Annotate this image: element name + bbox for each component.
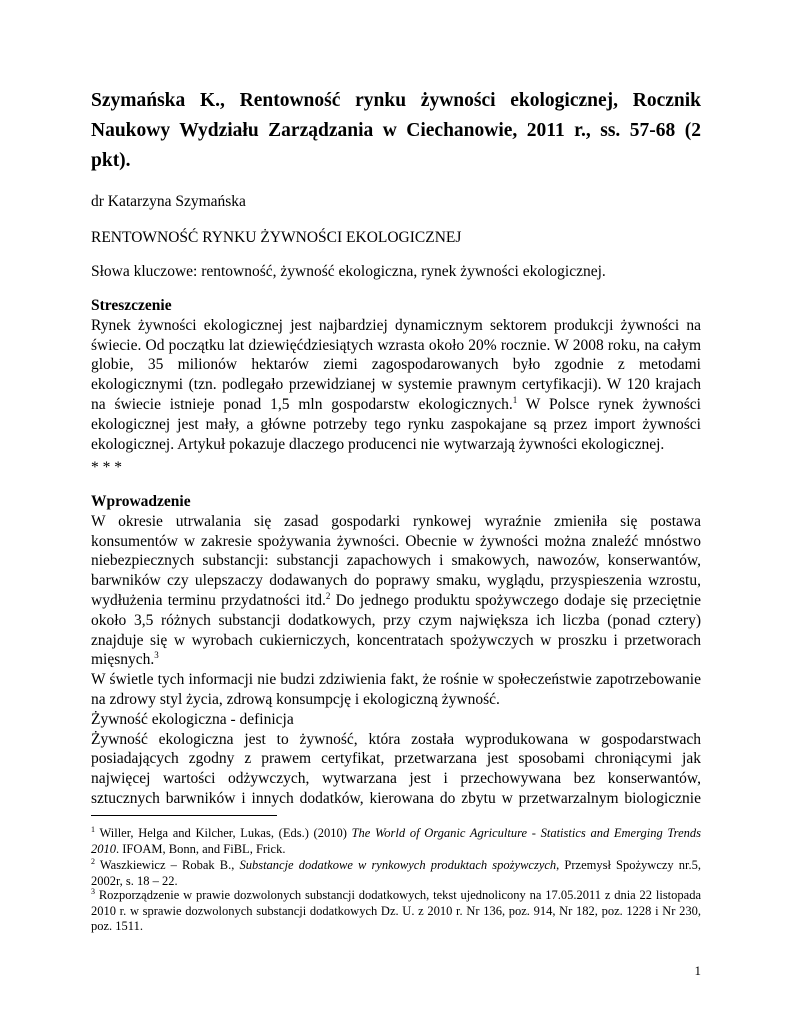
introduction-paragraph-1 xyxy=(91,512,701,670)
footnote-1-number: 1 xyxy=(91,825,95,834)
footnote-2-number: 2 xyxy=(91,857,95,866)
footnote-divider xyxy=(91,815,277,816)
footnote-2-text: Waszkiewicz – Robak B., xyxy=(95,858,240,872)
footnote-3-number: 3 xyxy=(91,887,95,896)
footnote-1-publisher: . IFOAM, Bonn, and FiBL, Frick. xyxy=(116,841,286,856)
definition-subheading: Żywność ekologiczna - definicja xyxy=(91,710,294,728)
introduction-heading: Wprowadzenie xyxy=(91,493,191,510)
footnote-ref-2: 2 xyxy=(325,590,331,601)
article-title: RENTOWNOŚĆ RYNKU ŻYWNOŚCI EKOLOGICZNEJ xyxy=(91,229,462,246)
introduction-paragraph-2: W świetle tych informacji nie budzi zdziwienia fakt, że rośnie w społeczeństwie zapotrzebowanie na zdrowy styl życia, zdrową konsumpcję i ekologiczną żywność. xyxy=(91,671,701,708)
footnote-2 xyxy=(91,858,701,889)
footnote-2-title: Substancje dodatkowe w rynkowych produktach spożywczych xyxy=(239,858,557,872)
definition-paragraph: Żywność ekologiczna jest to żywność, która została wyprodukowana w gospodarstwach posiadających zgodny z prawem certyfikat, przetwarzana jest sposobami chroniącymi jak najwięcej wartości odżywczych, wytwarzana jest i przechowywana bez konserwantów, sztucznych barwników i innych dodatków, kierowana do zbytu w przetwarzalnym biologicznie xyxy=(91,730,701,807)
footnote-1-title: The World of Organic Agriculture - Statistics and Emerging Trends 2010 xyxy=(91,826,701,856)
footnote-1 xyxy=(91,826,701,857)
footnote-1-text: Willer, Helga and Kilcher, Lukas, (Eds.) (2010) xyxy=(95,826,352,840)
keywords-line: Słowa kluczowe: rentowność, żywność ekologiczna, rynek żywności ekologicznej. xyxy=(91,263,606,280)
footnote-ref-1: 1 xyxy=(512,394,518,405)
abstract-text-part-b: W Polsce rynek żywności ekologicznej jest mały, a główne potrzeby tego rynku zaspokajane są przez import żywności ekologicznej. Artykuł pokazuje dlaczego producenci nie wytwarzają żywności ekologicznej. xyxy=(91,395,701,453)
footnote-3 xyxy=(91,888,701,935)
footnote-3-text: Rozporządzenie w prawie dozwolonych substancji dodatkowych, tekst ujednolicony na 17.05.2011 z dnia 22 listopada 2010 r. w sprawie dozwolonych substancji dodatkowych Dz. U. z 2010 r. Nr 136, poz. 914, Nr 182, poz. 1228 i Nr 230, poz. 1511. xyxy=(91,888,701,934)
abstract-section xyxy=(91,296,701,454)
abstract-heading: Streszczenie xyxy=(91,297,172,314)
abstract-text-part-a: Rynek żywności ekologicznej jest najbardziej dynamicznym sektorem produkcji żywności na świecie. Od początku lat dziewięćdziesiątych wzrasta około 20% rocznie. W 2008 roku, na całym globie, 35 milionów hektarów ziemi zagospodarowanych było zgodnie z metodami ekologicznymi (tzn. podlegało przewidzianej w systemie prawnym certyfikacji). W 120 krajach na świecie istnieje ponad 1,5 mln gospodarstw ekologicznych. xyxy=(91,316,701,413)
intro-p1-part-a: W okresie utrwalania się zasad gospodarki rynkowej wyraźnie zmieniła się postawa konsumentów w zakresie spożywania żywności. Obecnie w żywności można znaleźć mnóstwo niebezpiecznych substancji: substancji zapachowych i smakowych, nawozów, konserwantów, barwników czy ulepszaczy dodawanych do poprawy smaku, wyglądu, przyspieszenia wzrostu, wydłużenia terminu przydatności itd. xyxy=(91,512,701,609)
footnote-ref-3: 3 xyxy=(154,650,159,661)
intro-p1-part-b: Do jednego produktu spożywczego dodaje się przeciętnie około 3,5 różnych substancji dodatkowych, przy czym największa ich liczba (ponad cztery) znajduje się w wyrobach cukierniczych, koncentratach spożywczych w proszku i przetworach mięsnych. xyxy=(91,591,702,669)
page-number: 1 xyxy=(694,963,701,978)
section-separator: * * * xyxy=(91,459,122,476)
footnote-2-source: , Przemysł Spożywczy nr.5, 2002r, s. 18 – 22. xyxy=(91,858,702,888)
introduction-section xyxy=(91,492,701,809)
abstract-text xyxy=(91,316,701,455)
author-line: dr Katarzyna Szymańska xyxy=(91,193,246,210)
citation-heading: Szymańska K., Rentowność rynku żywności ekologicznej, Rocznik Naukowy Wydziału Zarządzania w Ciechanowie, 2011 r., ss. 57-68 (2 pkt). xyxy=(91,90,701,171)
